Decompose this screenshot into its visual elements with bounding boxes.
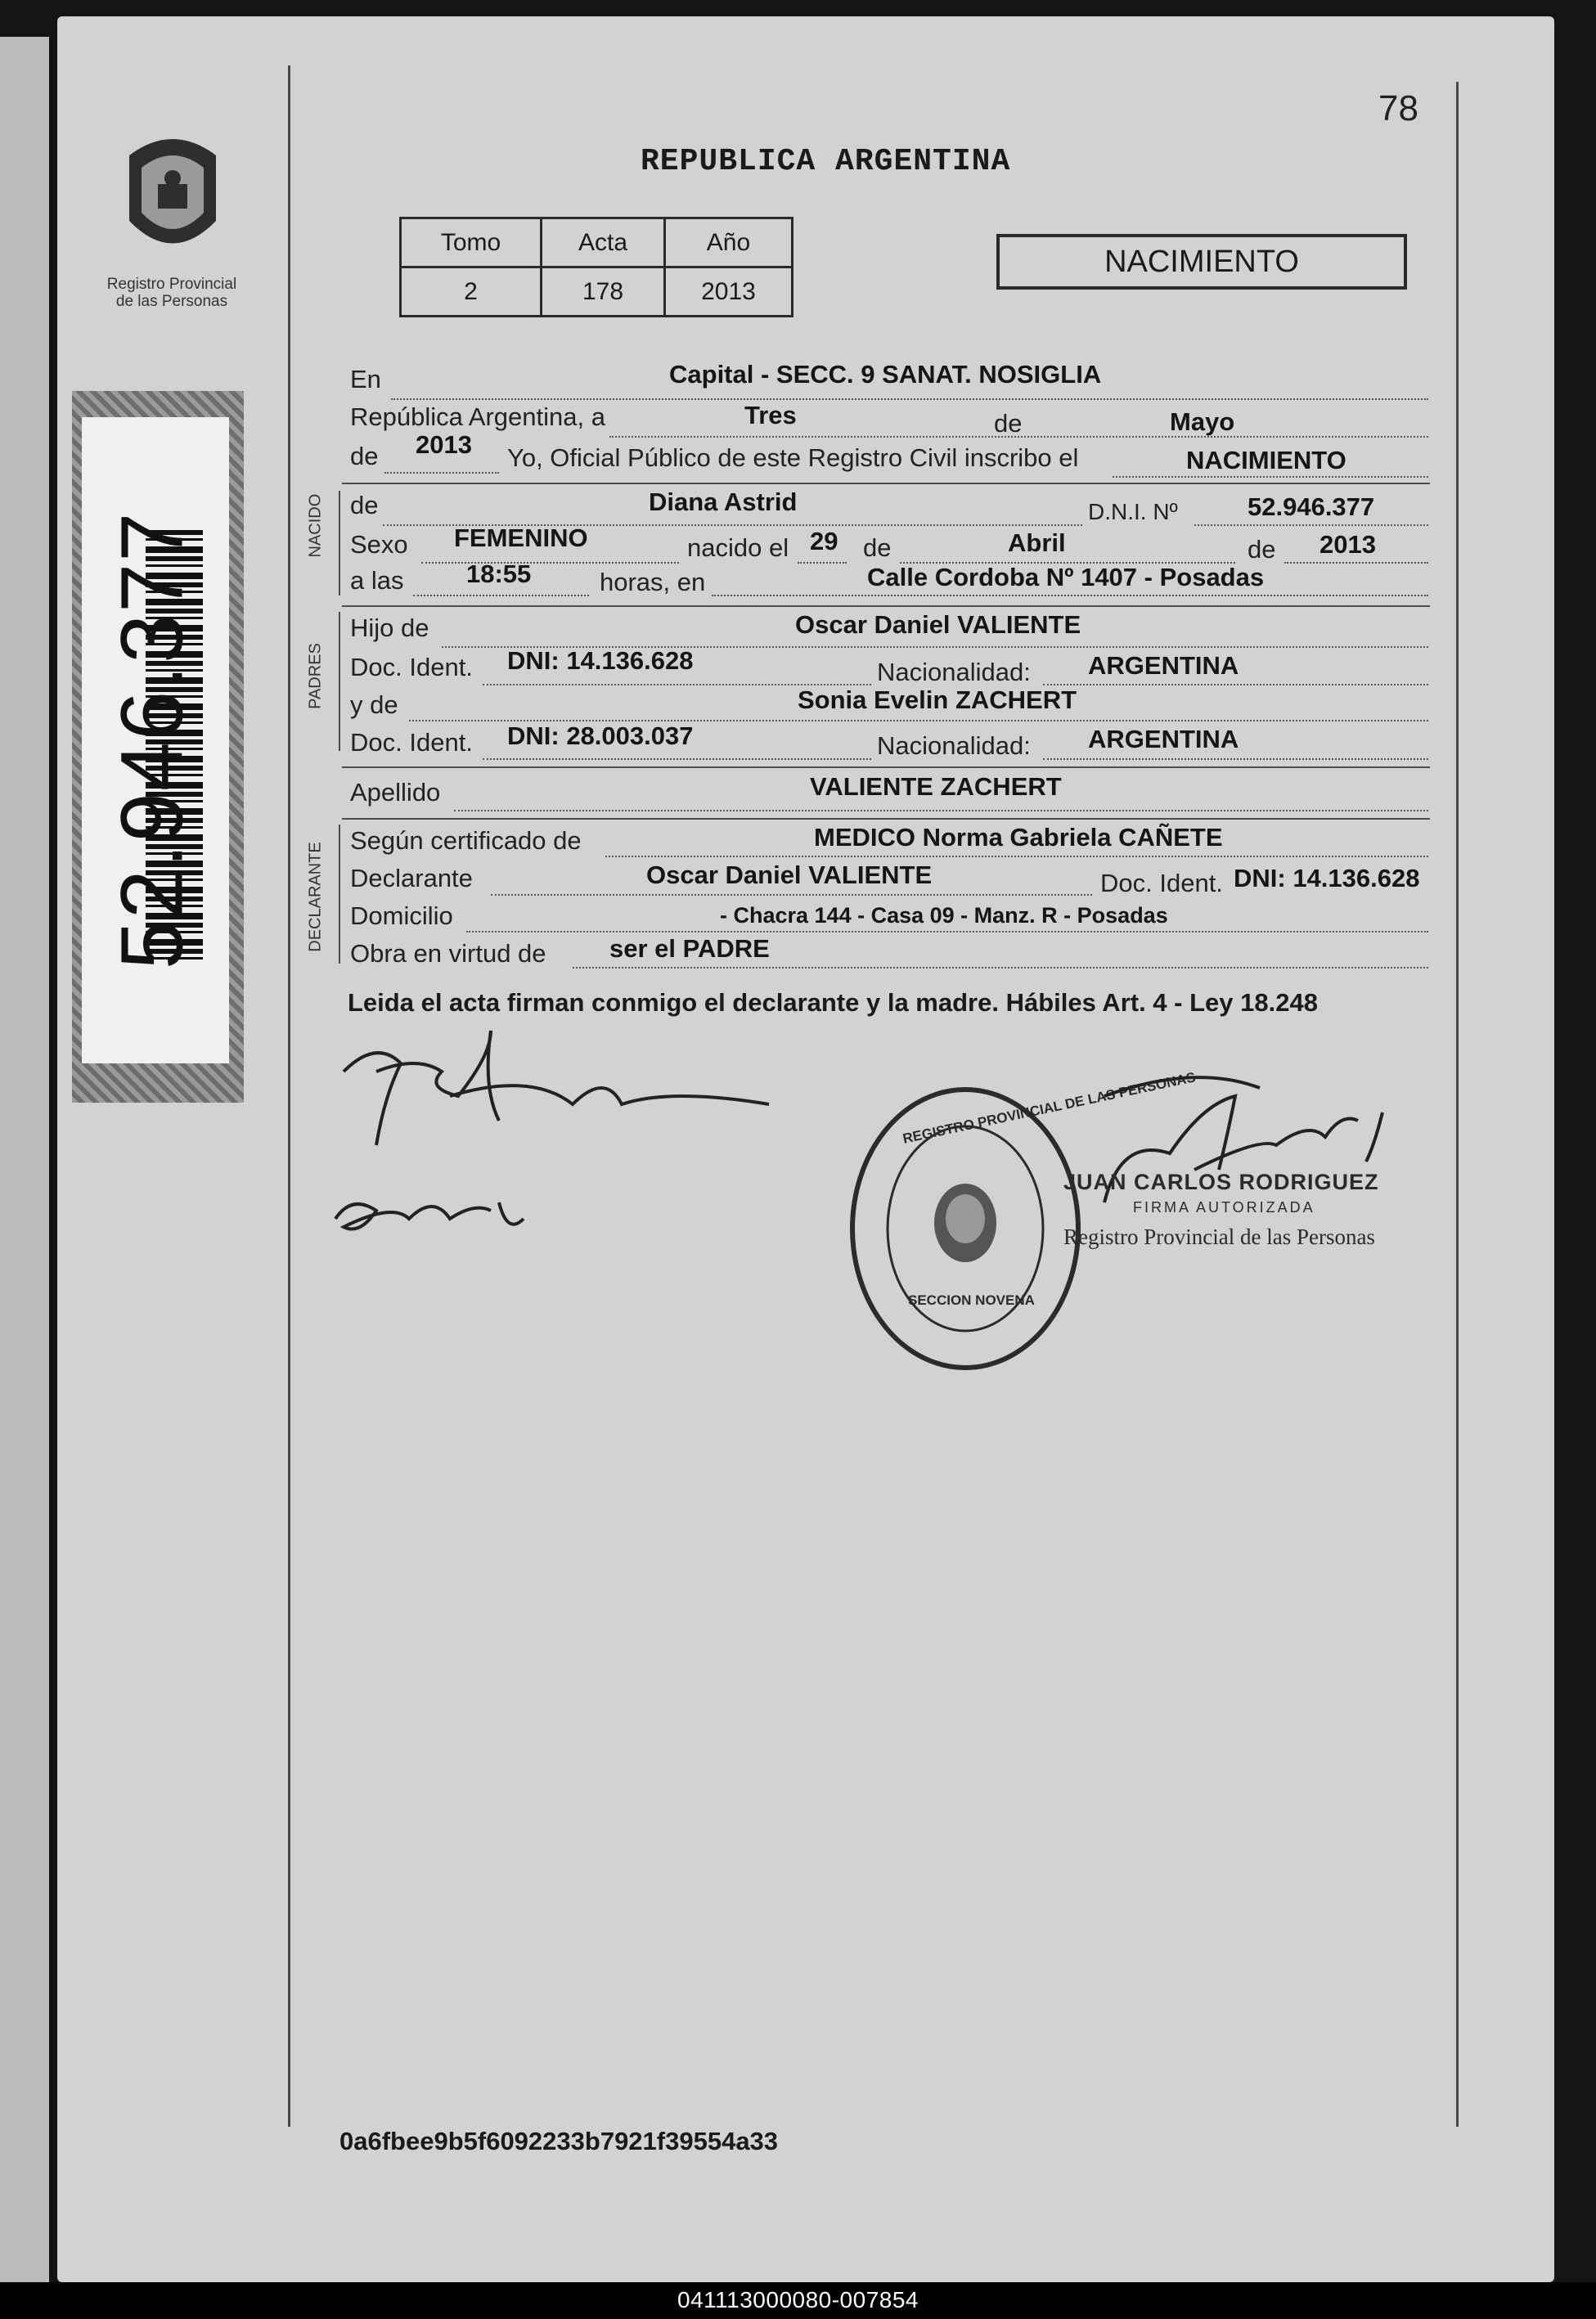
dotted-line [798, 562, 847, 564]
registry-place: Capital - SECC. 9 SANAT. NOSIGLIA [669, 360, 1102, 389]
birth-month: Abril [1008, 528, 1066, 557]
birth-year: 2013 [1320, 530, 1376, 559]
child-dni: 52.946.377 [1248, 492, 1375, 521]
dotted-line [421, 562, 679, 564]
mother-nationality: ARGENTINA [1088, 725, 1239, 753]
record-day: Tres [744, 401, 797, 429]
official-organization: Registro Provincial de las Personas [1063, 1225, 1375, 1249]
dotted-line [712, 595, 1428, 596]
dotted-line [483, 758, 871, 760]
label-de: de [994, 409, 1023, 438]
label-segun-certificado: Según certificado de [350, 826, 582, 855]
record-year: 2013 [416, 430, 472, 459]
table-cell: 2013 [665, 267, 793, 317]
certifying-doctor: MEDICO Norma Gabriela CAÑETE [814, 823, 1223, 852]
section-label-declarante: DECLARANTE [306, 842, 325, 952]
label-nacido-el: nacido el [687, 533, 789, 562]
dotted-line [1043, 758, 1428, 760]
stamp-inner-text: SECCION NOVENA [908, 1292, 1035, 1308]
dotted-line [1284, 562, 1428, 564]
declarant-address: - Chacra 144 - Casa 09 - Manz. R - Posadas [720, 903, 1168, 928]
table-header: Acta [542, 218, 665, 267]
label-declarante: Declarante [350, 864, 473, 892]
dotted-line [454, 810, 1428, 811]
document-hash: 0a6fbee9b5f6092233b7921f39554a33 [339, 2127, 779, 2155]
section-divider [342, 818, 1430, 820]
statement-text: Yo, Oficial Público de este Registro Civil inscribo el [507, 443, 1079, 472]
registry-caption-line-1: Registro Provincial [106, 276, 237, 293]
mother-doc: DNI: 28.003.037 [507, 721, 694, 750]
label-doc-ident: Doc. Ident. [350, 653, 473, 681]
legal-statement: Leida el acta firman conmigo el declarante y la madre. Hábiles Art. 4 - Ley 18.248 [348, 988, 1318, 1017]
table-cell: 178 [542, 267, 665, 317]
label-a-las: a las [350, 566, 404, 595]
child-sex: FEMENINO [454, 524, 588, 552]
registry-seal-icon [113, 123, 232, 270]
label-horas-en: horas, en [600, 568, 706, 596]
section-label-nacido: NACIDO [306, 493, 325, 558]
father-nationality: ARGENTINA [1088, 651, 1239, 680]
label-year-prefix: de [350, 442, 379, 470]
dotted-line [384, 472, 499, 474]
section-divider [342, 605, 1430, 607]
child-name: Diana Astrid [649, 488, 798, 516]
footer-code: 041113000080-007854 [677, 2287, 919, 2312]
registry-caption [94, 276, 250, 310]
label-en: En [350, 365, 381, 393]
label-de: de [863, 533, 892, 562]
father-doc: DNI: 14.136.628 [507, 646, 694, 675]
dotted-line [466, 931, 1428, 933]
right-margin-line [1456, 82, 1459, 2127]
document-type-box: NACIMIENTO [996, 234, 1407, 290]
dotted-line [391, 398, 1428, 400]
birth-place: Calle Cordoba Nº 1407 - Posadas [867, 563, 1265, 591]
country-title: REPUBLICA ARGENTINA [641, 144, 1011, 179]
label-sexo: Sexo [350, 530, 408, 559]
label-de: de [1248, 535, 1276, 564]
section-rule [339, 491, 340, 595]
registry-caption-line-2: de las Personas [115, 293, 228, 310]
label-obra-en-virtud: Obra en virtud de [350, 939, 546, 968]
mother-name: Sonia Evelin ZACHERT [798, 685, 1077, 714]
label-republica: República Argentina, a [350, 402, 605, 431]
official-role: FIRMA AUTORIZADA [1133, 1199, 1315, 1216]
label-de: de [350, 491, 379, 519]
label-nacionalidad: Nacionalidad: [877, 731, 1031, 760]
dotted-line [413, 595, 589, 596]
father-name: Oscar Daniel VALIENTE [795, 610, 1081, 639]
official-name: JUAN CARLOS RODRIGUEZ [1063, 1170, 1379, 1194]
section-label-padres: PADRES [306, 643, 325, 709]
declarant-name: Oscar Daniel VALIENTE [646, 861, 933, 889]
registry-table [399, 217, 794, 317]
dotted-line [573, 967, 1428, 968]
act-type: NACIMIENTO [1186, 446, 1346, 474]
dotted-line [1113, 476, 1428, 478]
label-hijo-de: Hijo de [350, 613, 429, 642]
facing-page-edge [0, 37, 49, 2282]
dotted-line [605, 856, 1428, 857]
label-doc-ident: Doc. Ident. [1100, 869, 1223, 897]
record-month: Mayo [1170, 407, 1235, 436]
section-rule [339, 612, 340, 751]
table-header: Año [665, 218, 793, 267]
page-number: 78 [1378, 88, 1418, 128]
declarant-relation: ser el PADRE [609, 934, 770, 963]
left-margin-line [288, 65, 290, 2127]
declarant-signature-icon [327, 1022, 785, 1186]
surname: VALIENTE ZACHERT [810, 772, 1062, 801]
label-dni: D.N.I. Nº [1088, 499, 1178, 524]
label-y-de: y de [350, 690, 398, 719]
table-cell: 2 [401, 267, 542, 317]
label-domicilio: Domicilio [350, 901, 453, 930]
official-signature-icon [1072, 1072, 1399, 1243]
label-nacionalidad: Nacionalidad: [877, 658, 1031, 686]
label-apellido: Apellido [350, 778, 441, 807]
birth-time: 18:55 [466, 560, 532, 588]
stamp-outer-text: REGISTRO PROVINCIAL DE LAS PERSONAS [901, 1069, 1198, 1147]
section-divider [342, 766, 1430, 768]
table-header: Tomo [401, 218, 542, 267]
dotted-line [1043, 684, 1428, 685]
section-rule [339, 825, 340, 964]
barcode-number: 52.946.377 [101, 510, 201, 970]
declarant-doc: DNI: 14.136.628 [1234, 864, 1420, 892]
dotted-line [491, 894, 1092, 896]
section-divider [342, 483, 1430, 484]
birth-day: 29 [810, 527, 838, 555]
label-doc-ident: Doc. Ident. [350, 728, 473, 757]
dotted-line [1194, 524, 1428, 526]
